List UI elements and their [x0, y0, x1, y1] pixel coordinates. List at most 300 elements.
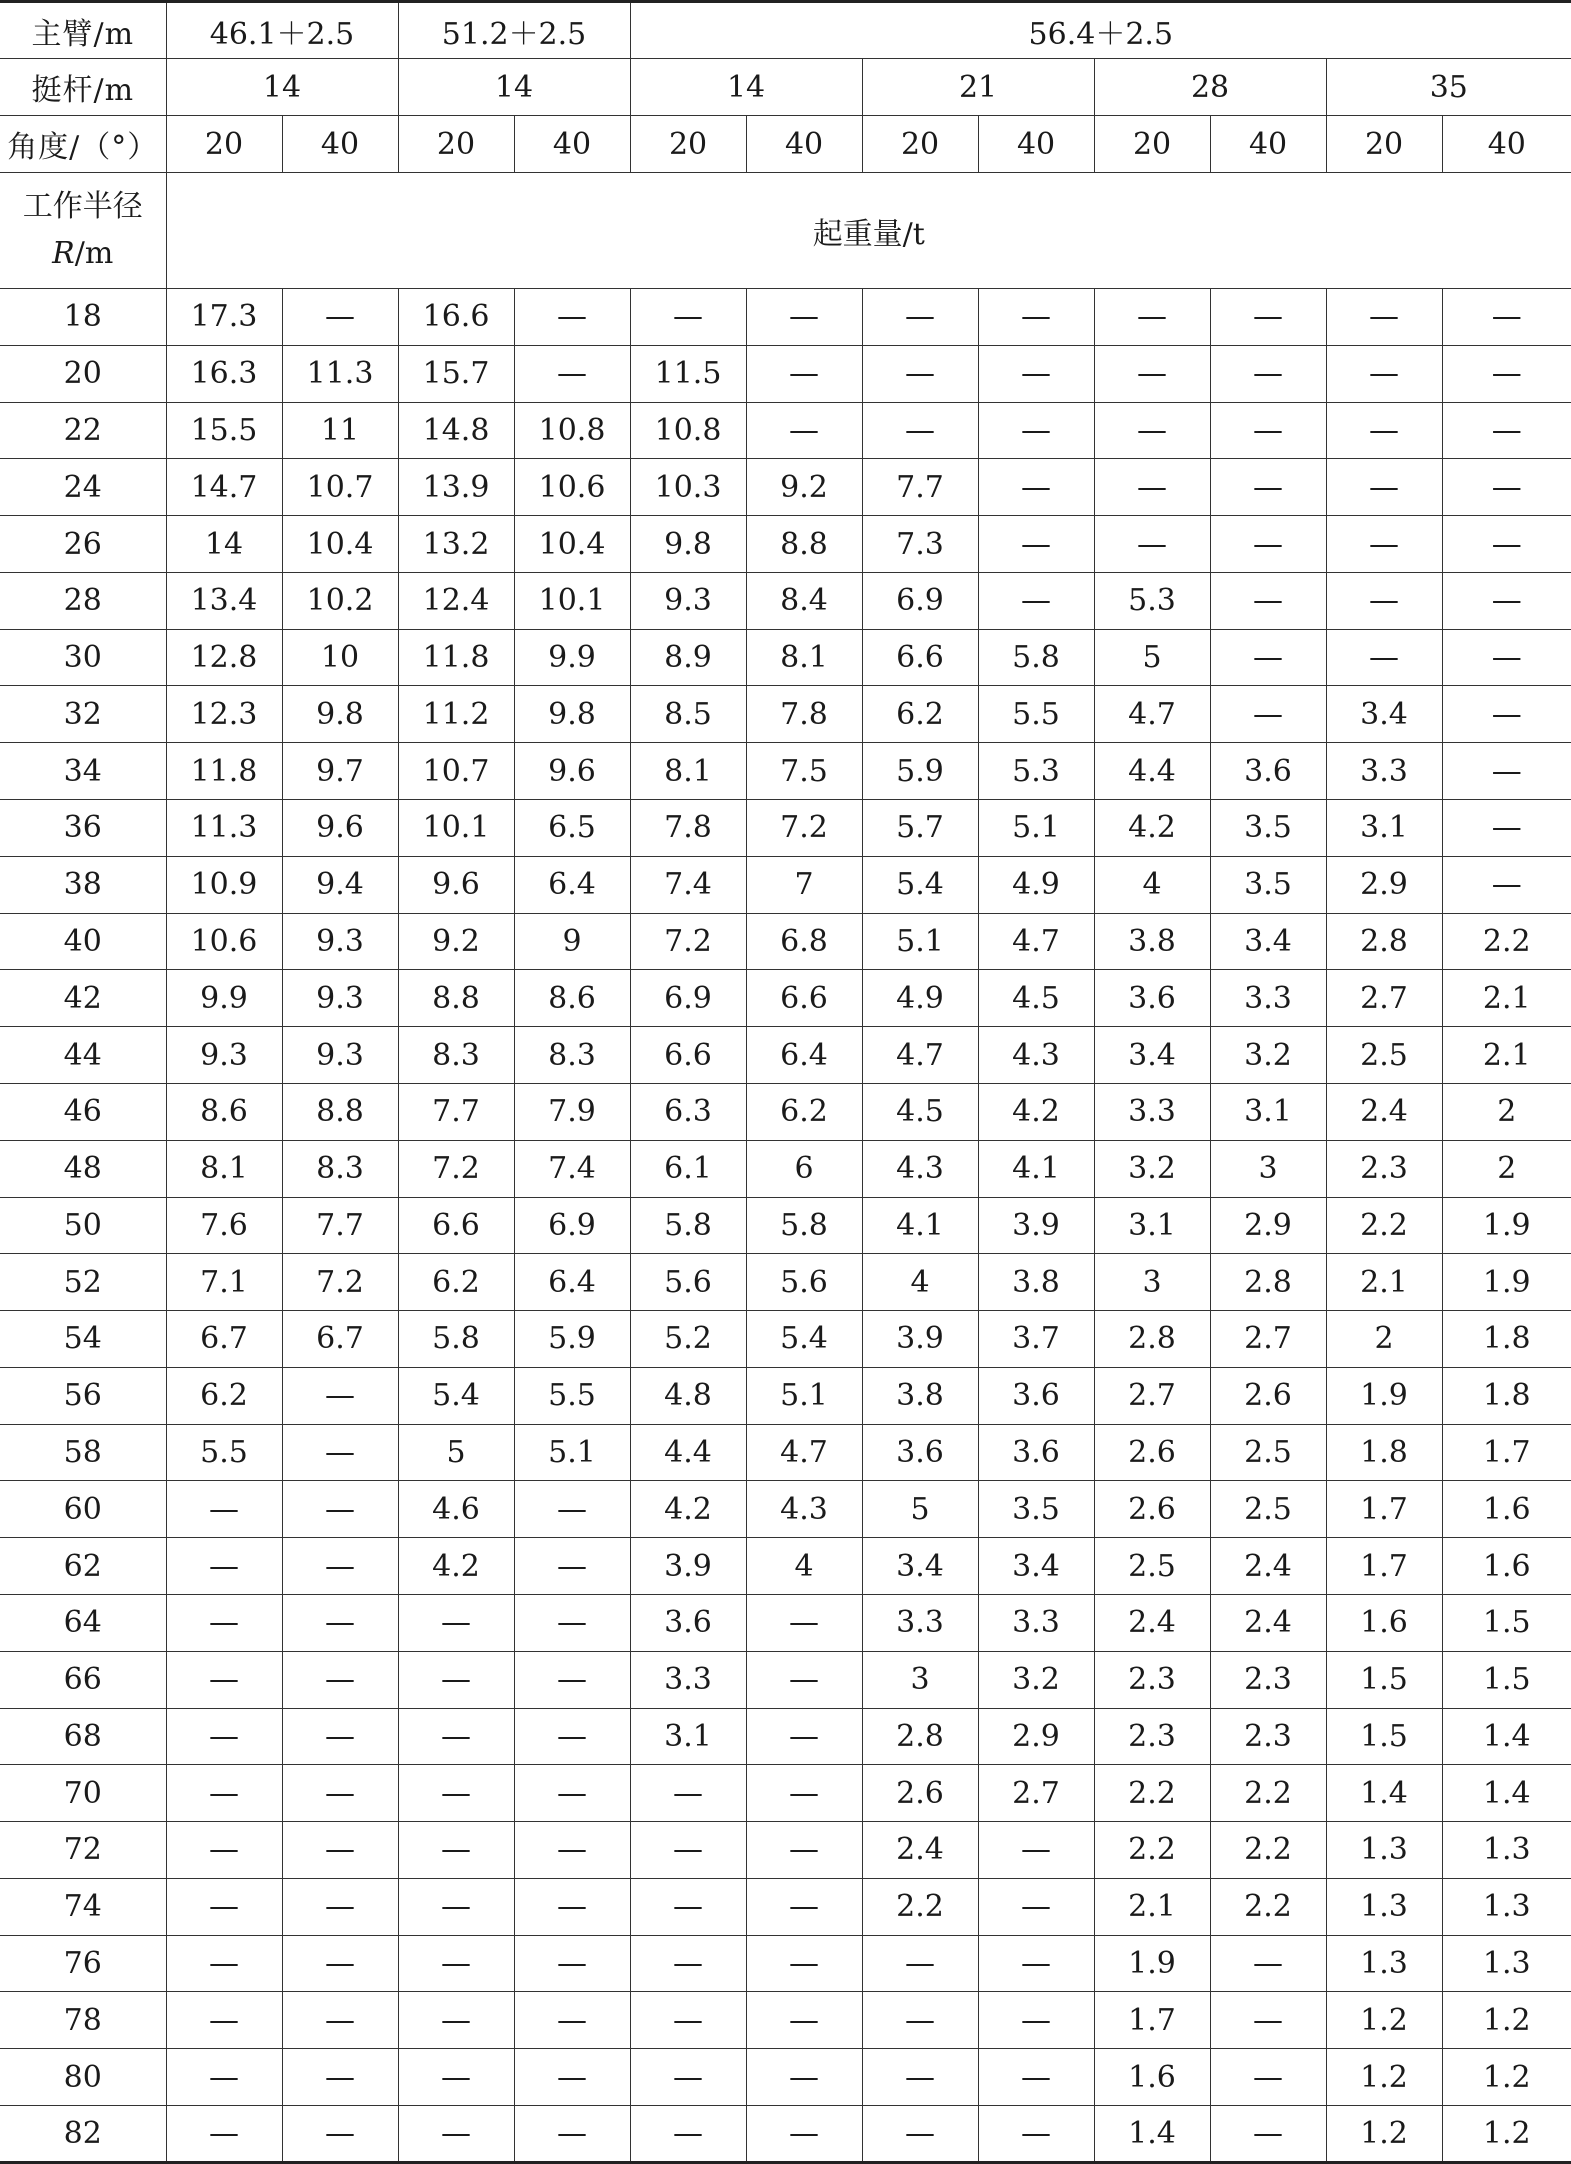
capacity-cell: — — [166, 1765, 282, 1822]
table-row — [0, 572, 1571, 629]
capacity-cell: 1.4 — [1326, 1765, 1442, 1822]
capacity-cell: 10.7 — [282, 459, 398, 516]
table-row — [0, 1765, 1571, 1822]
capacity-cell: — — [282, 289, 398, 346]
capacity-cell: 2.6 — [1094, 1481, 1210, 1538]
capacity-cell: 7.2 — [398, 1140, 514, 1197]
capacity-cell: 10.3 — [630, 459, 746, 516]
capacity-cell: 2.2 — [1442, 913, 1571, 970]
capacity-cell: 14.8 — [398, 402, 514, 459]
capacity-cell: 2.6 — [1094, 1424, 1210, 1481]
capacity-cell: 13.9 — [398, 459, 514, 516]
radius-cell: 40 — [0, 913, 166, 970]
capacity-cell: 3.7 — [978, 1311, 1094, 1368]
capacity-cell: — — [630, 289, 746, 346]
capacity-cell: — — [978, 2049, 1094, 2106]
capacity-cell: 4.2 — [630, 1481, 746, 1538]
capacity-cell: 10.8 — [514, 402, 630, 459]
capacity-cell: 5.1 — [978, 800, 1094, 857]
capacity-cell: 8.3 — [514, 1027, 630, 1084]
radius-cell: 52 — [0, 1254, 166, 1311]
capacity-cell: 7.7 — [862, 459, 978, 516]
jib-row — [0, 59, 1571, 116]
capacity-cell: — — [978, 1992, 1094, 2049]
capacity-cell: — — [1210, 289, 1326, 346]
capacity-cell: — — [282, 1538, 398, 1595]
capacity-cell: — — [514, 1708, 630, 1765]
capacity-cell: 4.4 — [630, 1424, 746, 1481]
capacity-cell: 1.3 — [1442, 1878, 1571, 1935]
capacity-cell: 1.4 — [1094, 2106, 1210, 2163]
capacity-cell: — — [166, 1708, 282, 1765]
radius-unit: /m — [74, 235, 114, 271]
capacity-cell: 9.8 — [282, 686, 398, 743]
table-row — [0, 345, 1571, 402]
radius-cell: 82 — [0, 2106, 166, 2163]
capacity-cell: — — [282, 1424, 398, 1481]
radius-cell: 70 — [0, 1765, 166, 1822]
capacity-cell: 3.8 — [1094, 913, 1210, 970]
capacity-cell: 2.1 — [1442, 1027, 1571, 1084]
capacity-cell: — — [630, 1992, 746, 2049]
capacity-cell: 5 — [398, 1424, 514, 1481]
jib-label: 挺杆/m — [0, 59, 166, 116]
capacity-cell: — — [282, 2049, 398, 2106]
capacity-cell: 7.7 — [398, 1083, 514, 1140]
capacity-cell: 9.6 — [282, 800, 398, 857]
table-row — [0, 970, 1571, 1027]
radius-cell: 24 — [0, 459, 166, 516]
capacity-cell: 2.6 — [862, 1765, 978, 1822]
radius-cell: 22 — [0, 402, 166, 459]
capacity-cell: — — [1210, 402, 1326, 459]
capacity-cell: 2.1 — [1094, 1878, 1210, 1935]
capacity-cell: 2.8 — [1210, 1254, 1326, 1311]
capacity-cell: — — [514, 289, 630, 346]
capacity-cell: 2.3 — [1094, 1708, 1210, 1765]
capacity-cell: 8.1 — [746, 629, 862, 686]
capacity-cell: 10 — [282, 629, 398, 686]
table-row — [0, 686, 1571, 743]
capacity-cell: 10.2 — [282, 572, 398, 629]
capacity-cell: 9.7 — [282, 743, 398, 800]
capacity-cell: 4.2 — [1094, 800, 1210, 857]
capacity-cell: 8.9 — [630, 629, 746, 686]
capacity-cell: 2.9 — [978, 1708, 1094, 1765]
capacity-cell: — — [282, 1708, 398, 1765]
capacity-cell: 7.6 — [166, 1197, 282, 1254]
table-row — [0, 743, 1571, 800]
capacity-cell: 1.9 — [1094, 1935, 1210, 1992]
capacity-cell: — — [514, 1992, 630, 2049]
capacity-cell: — — [514, 1822, 630, 1879]
capacity-cell: — — [630, 1878, 746, 1935]
capacity-cell: 10.6 — [166, 913, 282, 970]
capacity-cell: 2.9 — [1326, 856, 1442, 913]
capacity-cell: — — [978, 516, 1094, 573]
capacity-cell: 2.4 — [1210, 1538, 1326, 1595]
capacity-cell: 2.7 — [1326, 970, 1442, 1027]
capacity-cell: 3 — [1094, 1254, 1210, 1311]
capacity-cell: 2.3 — [1326, 1140, 1442, 1197]
radius-cell: 54 — [0, 1311, 166, 1368]
capacity-cell: — — [746, 345, 862, 402]
capacity-cell: 6.1 — [630, 1140, 746, 1197]
table-row — [0, 1311, 1571, 1368]
capacity-cell: 6.9 — [630, 970, 746, 1027]
radius-cell: 38 — [0, 856, 166, 913]
capacity-cell: — — [166, 1594, 282, 1651]
capacity-cell: 4.9 — [862, 970, 978, 1027]
capacity-cell: 3.9 — [630, 1538, 746, 1595]
capacity-cell: 9.6 — [398, 856, 514, 913]
angle-value: 20 — [630, 116, 746, 173]
capacity-cell: 10.1 — [398, 800, 514, 857]
capacity-cell: 5 — [1094, 629, 1210, 686]
capacity-cell: — — [514, 1765, 630, 1822]
capacity-cell: — — [630, 1935, 746, 1992]
capacity-cell: — — [282, 1935, 398, 1992]
capacity-cell: 1.8 — [1326, 1424, 1442, 1481]
capacity-cell: 17.3 — [166, 289, 282, 346]
capacity-cell: 8.8 — [282, 1083, 398, 1140]
capacity-cell: 3.3 — [630, 1651, 746, 1708]
radius-cell: 48 — [0, 1140, 166, 1197]
capacity-cell: — — [978, 459, 1094, 516]
capacity-cell: — — [746, 289, 862, 346]
radius-cell: 46 — [0, 1083, 166, 1140]
capacity-cell: 5.8 — [398, 1311, 514, 1368]
radius-cell: 58 — [0, 1424, 166, 1481]
capacity-label: 起重量/t — [166, 173, 1571, 289]
capacity-cell: 2.5 — [1210, 1424, 1326, 1481]
capacity-cell: 2 — [1326, 1311, 1442, 1368]
capacity-cell: 3.3 — [978, 1594, 1094, 1651]
capacity-cell: — — [166, 1935, 282, 1992]
capacity-cell: 9.3 — [282, 913, 398, 970]
capacity-cell: 3.6 — [978, 1424, 1094, 1481]
capacity-cell: 4.5 — [862, 1083, 978, 1140]
capacity-cell: — — [1210, 459, 1326, 516]
table-row — [0, 1140, 1571, 1197]
capacity-cell: 10.4 — [282, 516, 398, 573]
capacity-cell: 10.6 — [514, 459, 630, 516]
capacity-cell: 9.9 — [514, 629, 630, 686]
capacity-cell: — — [1094, 516, 1210, 573]
radius-cell: 28 — [0, 572, 166, 629]
capacity-cell: 5.8 — [978, 629, 1094, 686]
capacity-cell: — — [1326, 572, 1442, 629]
capacity-cell: 5.1 — [514, 1424, 630, 1481]
table-row — [0, 1083, 1571, 1140]
capacity-cell: 6.7 — [166, 1311, 282, 1368]
capacity-cell: 7.4 — [514, 1140, 630, 1197]
capacity-cell: 3.8 — [862, 1367, 978, 1424]
capacity-cell: 9.4 — [282, 856, 398, 913]
capacity-cell: 12.4 — [398, 572, 514, 629]
capacity-cell: 4.5 — [978, 970, 1094, 1027]
capacity-cell: 2.8 — [862, 1708, 978, 1765]
jib-value: 35 — [1326, 59, 1571, 116]
capacity-cell: 5.2 — [630, 1311, 746, 1368]
capacity-cell: — — [746, 1992, 862, 2049]
main-boom-row — [0, 2, 1571, 59]
radius-cell: 30 — [0, 629, 166, 686]
capacity-cell: 7.5 — [746, 743, 862, 800]
capacity-cell: 6.6 — [746, 970, 862, 1027]
capacity-cell: — — [398, 1594, 514, 1651]
angle-value: 40 — [1442, 116, 1571, 173]
capacity-cell: 3.1 — [1326, 800, 1442, 857]
table-row — [0, 1878, 1571, 1935]
capacity-cell: — — [514, 2106, 630, 2163]
capacity-cell: 8.8 — [746, 516, 862, 573]
angle-value: 20 — [398, 116, 514, 173]
capacity-cell: 5.1 — [862, 913, 978, 970]
capacity-cell: — — [1442, 345, 1571, 402]
capacity-cell: 1.5 — [1326, 1708, 1442, 1765]
capacity-cell: 4.2 — [398, 1538, 514, 1595]
capacity-cell: — — [1326, 459, 1442, 516]
capacity-cell: — — [514, 345, 630, 402]
radius-cell: 18 — [0, 289, 166, 346]
table-row — [0, 1424, 1571, 1481]
capacity-cell: — — [1442, 800, 1571, 857]
capacity-cell: 6.4 — [514, 856, 630, 913]
capacity-cell: — — [630, 1822, 746, 1879]
capacity-cell: — — [398, 1765, 514, 1822]
capacity-cell: — — [1442, 402, 1571, 459]
radius-label-line1: 工作半径 — [22, 189, 143, 224]
capacity-cell: 10.1 — [514, 572, 630, 629]
capacity-cell: — — [166, 1481, 282, 1538]
capacity-cell: 4.9 — [978, 856, 1094, 913]
capacity-cell: 6.6 — [630, 1027, 746, 1084]
capacity-cell: 1.9 — [1442, 1254, 1571, 1311]
capacity-cell: 4.4 — [1094, 743, 1210, 800]
capacity-cell: 8.6 — [166, 1083, 282, 1140]
capacity-cell: 1.5 — [1326, 1651, 1442, 1708]
radius-cell: 74 — [0, 1878, 166, 1935]
capacity-cell: 15.5 — [166, 402, 282, 459]
capacity-cell: 10.7 — [398, 743, 514, 800]
table-row — [0, 1538, 1571, 1595]
capacity-cell: 2.8 — [1094, 1311, 1210, 1368]
capacity-cell: — — [1210, 345, 1326, 402]
capacity-cell: — — [398, 1878, 514, 1935]
capacity-cell: 5.6 — [746, 1254, 862, 1311]
capacity-cell: — — [1094, 402, 1210, 459]
capacity-cell: — — [398, 1822, 514, 1879]
capacity-cell: 7.7 — [282, 1197, 398, 1254]
capacity-cell: 3.6 — [630, 1594, 746, 1651]
capacity-cell: 2.3 — [1210, 1651, 1326, 1708]
table-row — [0, 1197, 1571, 1254]
capacity-cell: 9.6 — [514, 743, 630, 800]
capacity-cell: — — [746, 1935, 862, 1992]
radius-cell: 78 — [0, 1992, 166, 2049]
capacity-cell: — — [1094, 459, 1210, 516]
table-row — [0, 516, 1571, 573]
capacity-cell: — — [1326, 345, 1442, 402]
radius-cell: 66 — [0, 1651, 166, 1708]
capacity-cell: — — [1210, 2106, 1326, 2163]
capacity-cell: 6.2 — [862, 686, 978, 743]
radius-symbol: R — [52, 235, 75, 271]
radius-cell: 64 — [0, 1594, 166, 1651]
capacity-cell: 7 — [746, 856, 862, 913]
radius-cell: 76 — [0, 1935, 166, 1992]
capacity-cell: 3.5 — [978, 1481, 1094, 1538]
capacity-cell: — — [746, 1651, 862, 1708]
capacity-cell: 12.8 — [166, 629, 282, 686]
capacity-cell: 16.3 — [166, 345, 282, 402]
capacity-cell: 12.3 — [166, 686, 282, 743]
capacity-cell: 1.7 — [1094, 1992, 1210, 2049]
capacity-cell: 1.2 — [1326, 2049, 1442, 2106]
capacity-cell: — — [282, 1878, 398, 1935]
angle-value: 20 — [862, 116, 978, 173]
capacity-cell: 3.6 — [978, 1367, 1094, 1424]
capacity-cell: 4 — [1094, 856, 1210, 913]
capacity-cell: 4.7 — [746, 1424, 862, 1481]
table-row — [0, 1822, 1571, 1879]
capacity-cell: 6.8 — [746, 913, 862, 970]
capacity-cell: 9.3 — [166, 1027, 282, 1084]
capacity-cell: 4.7 — [862, 1027, 978, 1084]
capacity-cell: 3.6 — [862, 1424, 978, 1481]
capacity-cell: 3.3 — [862, 1594, 978, 1651]
capacity-cell: 4.7 — [1094, 686, 1210, 743]
capacity-cell: 1.2 — [1442, 2106, 1571, 2163]
capacity-cell: — — [166, 1538, 282, 1595]
capacity-cell: 1.9 — [1442, 1197, 1571, 1254]
capacity-cell: 1.6 — [1326, 1594, 1442, 1651]
capacity-cell: — — [746, 402, 862, 459]
radius-cell: 62 — [0, 1538, 166, 1595]
capacity-cell: 5.6 — [630, 1254, 746, 1311]
radius-label — [0, 173, 166, 289]
table-row — [0, 1254, 1571, 1311]
capacity-cell: 14 — [166, 516, 282, 573]
capacity-cell: — — [630, 2106, 746, 2163]
jib-value: 28 — [1094, 59, 1326, 116]
table-row — [0, 402, 1571, 459]
capacity-cell: 1.6 — [1094, 2049, 1210, 2106]
capacity-cell: 5.5 — [514, 1367, 630, 1424]
capacity-cell: 6.2 — [746, 1083, 862, 1140]
capacity-cell: 2.1 — [1442, 970, 1571, 1027]
capacity-cell: 11.8 — [166, 743, 282, 800]
capacity-cell: — — [1442, 289, 1571, 346]
capacity-cell: 6.3 — [630, 1083, 746, 1140]
capacity-cell: — — [282, 2106, 398, 2163]
capacity-cell: — — [746, 1708, 862, 1765]
capacity-cell: — — [282, 1992, 398, 2049]
capacity-cell: — — [514, 1935, 630, 1992]
capacity-cell: — — [746, 1822, 862, 1879]
capacity-cell: 4.1 — [862, 1197, 978, 1254]
capacity-cell: — — [398, 1935, 514, 1992]
capacity-cell: 1.4 — [1442, 1765, 1571, 1822]
capacity-cell: 7.2 — [630, 913, 746, 970]
capacity-cell: 8.5 — [630, 686, 746, 743]
capacity-cell: 1.2 — [1326, 2106, 1442, 2163]
capacity-cell: 7.2 — [746, 800, 862, 857]
capacity-cell: — — [1326, 516, 1442, 573]
capacity-cell: 10.9 — [166, 856, 282, 913]
capacity-cell: — — [978, 345, 1094, 402]
capacity-cell: 2.2 — [1210, 1765, 1326, 1822]
capacity-cell: 2.4 — [862, 1822, 978, 1879]
capacity-cell: — — [1442, 686, 1571, 743]
capacity-cell: 7.2 — [282, 1254, 398, 1311]
capacity-cell: — — [1442, 516, 1571, 573]
capacity-cell: 5.7 — [862, 800, 978, 857]
capacity-cell: 4.3 — [746, 1481, 862, 1538]
capacity-cell: 7.1 — [166, 1254, 282, 1311]
capacity-cell: 6.7 — [282, 1311, 398, 1368]
capacity-cell: — — [1210, 629, 1326, 686]
angle-value: 40 — [978, 116, 1094, 173]
capacity-cell: 3.6 — [1094, 970, 1210, 1027]
angle-value: 40 — [514, 116, 630, 173]
capacity-cell: — — [398, 1651, 514, 1708]
capacity-cell: 5.4 — [746, 1311, 862, 1368]
capacity-cell: 3.4 — [862, 1538, 978, 1595]
main-boom-value: 46.1＋2.5 — [166, 2, 398, 59]
capacity-cell: 5.8 — [630, 1197, 746, 1254]
table-row — [0, 1651, 1571, 1708]
capacity-cell: 2.7 — [978, 1765, 1094, 1822]
capacity-cell: 13.2 — [398, 516, 514, 573]
capacity-cell: 1.2 — [1442, 1992, 1571, 2049]
capacity-cell: 1.7 — [1326, 1538, 1442, 1595]
capacity-cell: 2.7 — [1094, 1367, 1210, 1424]
capacity-cell: 3.5 — [1210, 856, 1326, 913]
capacity-cell: 1.2 — [1326, 1992, 1442, 2049]
capacity-cell: 9 — [514, 913, 630, 970]
capacity-cell: 6.6 — [398, 1197, 514, 1254]
jib-value: 14 — [166, 59, 398, 116]
capacity-cell: — — [282, 1481, 398, 1538]
angle-value: 20 — [1094, 116, 1210, 173]
capacity-cell: — — [746, 1765, 862, 1822]
capacity-cell: — — [166, 1992, 282, 2049]
capacity-cell: 3.9 — [862, 1311, 978, 1368]
capacity-cell: — — [1326, 629, 1442, 686]
capacity-cell: 3.4 — [1094, 1027, 1210, 1084]
capacity-cell: 8.1 — [166, 1140, 282, 1197]
capacity-cell: 5.4 — [862, 856, 978, 913]
capacity-cell: 15.7 — [398, 345, 514, 402]
table-row — [0, 1935, 1571, 1992]
capacity-cell: 2 — [1442, 1140, 1571, 1197]
capacity-cell: — — [514, 1878, 630, 1935]
capacity-cell: — — [166, 2106, 282, 2163]
capacity-cell: 2.5 — [1210, 1481, 1326, 1538]
capacity-cell: 8.6 — [514, 970, 630, 1027]
capacity-cell: 5.9 — [514, 1311, 630, 1368]
capacity-cell: 1.3 — [1442, 1935, 1571, 1992]
capacity-cell: 3.2 — [1210, 1027, 1326, 1084]
capacity-cell: — — [398, 2049, 514, 2106]
capacity-cell: — — [1210, 2049, 1326, 2106]
capacity-cell: 9.3 — [630, 572, 746, 629]
capacity-cell: 2.8 — [1326, 913, 1442, 970]
capacity-cell: 1.7 — [1442, 1424, 1571, 1481]
capacity-cell: 8.3 — [282, 1140, 398, 1197]
